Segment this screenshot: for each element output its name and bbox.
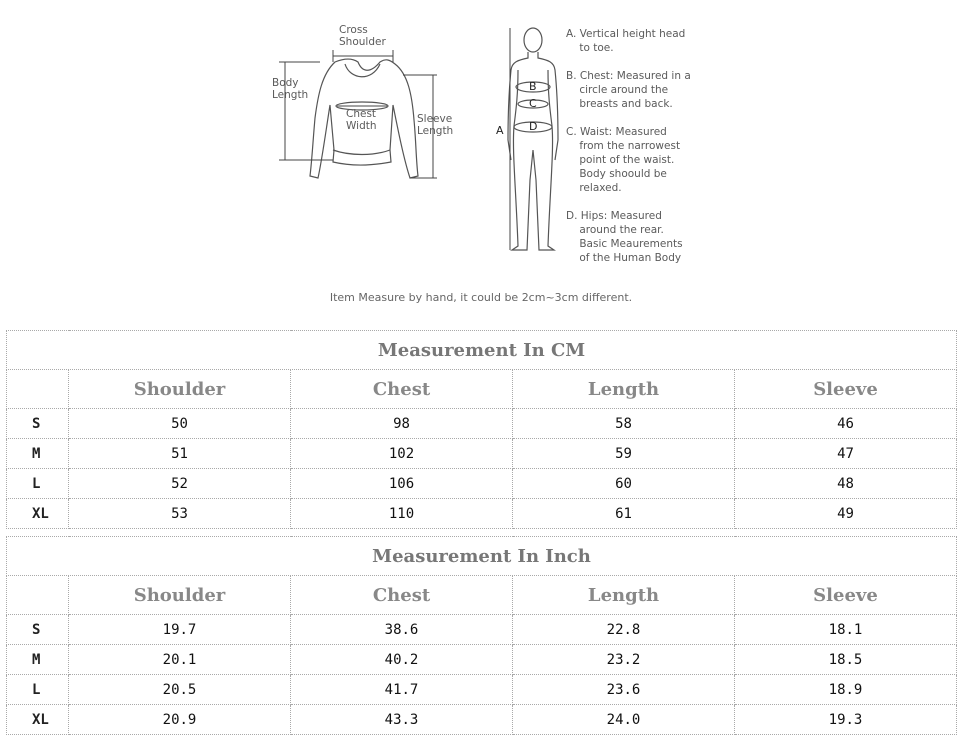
note-b: B. Chest: Measured in a circle around the breasts and back. [566, 70, 691, 110]
inch-table-title: Measurement In Inch [7, 537, 957, 576]
value-cell: 43.3 [291, 705, 513, 735]
header-cell: Sleeve [735, 576, 957, 615]
value-cell: 41.7 [291, 675, 513, 705]
value-cell: 106 [291, 469, 513, 499]
cm-table-title: Measurement In CM [7, 331, 957, 370]
header-cell: Length [513, 370, 735, 409]
size-cell: XL [7, 499, 69, 529]
value-cell: 61 [513, 499, 735, 529]
measure-footnote: Item Measure by hand, it could be 2cm~3cm different. [329, 291, 633, 304]
value-cell: 59 [513, 439, 735, 469]
letter-a: A [496, 124, 504, 137]
value-cell: 24.0 [513, 705, 735, 735]
size-cell: S [7, 409, 69, 439]
value-cell: 51 [69, 439, 291, 469]
value-cell: 40.2 [291, 645, 513, 675]
header-cell: Shoulder [69, 370, 291, 409]
value-cell: 98 [291, 409, 513, 439]
header-cell: Chest [291, 576, 513, 615]
table-row [7, 645, 957, 675]
value-cell: 18.9 [735, 675, 957, 705]
size-cell: S [7, 615, 69, 645]
header-cell [7, 370, 69, 409]
value-cell: 110 [291, 499, 513, 529]
table-row [7, 675, 957, 705]
table-row [7, 705, 957, 735]
letter-d: D [529, 120, 538, 133]
cross-shoulder-label: Cross Shoulder [339, 24, 386, 48]
body-length-label: Body Length [272, 77, 309, 101]
value-cell: 23.2 [513, 645, 735, 675]
header-cell: Chest [291, 370, 513, 409]
note-d: D. Hips: Measured around the rear. Basic Meaurements of the Human Body [566, 210, 683, 264]
table-row [7, 615, 957, 645]
sleeve-length-label: Sleeve Length [417, 113, 454, 137]
table-row [7, 409, 957, 439]
value-cell: 38.6 [291, 615, 513, 645]
value-cell: 22.8 [513, 615, 735, 645]
value-cell: 50 [69, 409, 291, 439]
value-cell: 23.6 [513, 675, 735, 705]
value-cell: 19.3 [735, 705, 957, 735]
value-cell: 20.1 [69, 645, 291, 675]
header-cell: Length [513, 576, 735, 615]
size-cell: L [7, 675, 69, 705]
value-cell: 60 [513, 469, 735, 499]
chest-width-label: Chest Width [346, 108, 377, 132]
size-cell: M [7, 645, 69, 675]
header-cell [7, 576, 69, 615]
size-cell: XL [7, 705, 69, 735]
value-cell: 102 [291, 439, 513, 469]
inch-table-header [7, 576, 957, 615]
value-cell: 48 [735, 469, 957, 499]
value-cell: 53 [69, 499, 291, 529]
note-a: A. Vertical height head to toe. [566, 28, 686, 54]
cm-size-table [6, 330, 957, 529]
size-cell: L [7, 469, 69, 499]
letter-b: B [529, 80, 537, 93]
value-cell: 20.5 [69, 675, 291, 705]
letter-c: C [529, 97, 537, 110]
human-figure-drawing [508, 28, 558, 250]
cm-table-header [7, 370, 957, 409]
table-row [7, 469, 957, 499]
value-cell: 19.7 [69, 615, 291, 645]
value-cell: 18.1 [735, 615, 957, 645]
note-c: C. Waist: Measured from the narrowest point of the waist. Body shoould be relaxed. [566, 126, 681, 194]
value-cell: 18.5 [735, 645, 957, 675]
value-cell: 58 [513, 409, 735, 439]
table-row [7, 499, 957, 529]
size-cell: M [7, 439, 69, 469]
value-cell: 52 [69, 469, 291, 499]
inch-size-table [6, 536, 957, 735]
header-cell: Sleeve [735, 370, 957, 409]
table-row [7, 439, 957, 469]
value-cell: 20.9 [69, 705, 291, 735]
value-cell: 49 [735, 499, 957, 529]
value-cell: 46 [735, 409, 957, 439]
header-cell: Shoulder [69, 576, 291, 615]
measurement-diagram [0, 0, 962, 325]
value-cell: 47 [735, 439, 957, 469]
garment-and-body-illustration [0, 0, 962, 325]
